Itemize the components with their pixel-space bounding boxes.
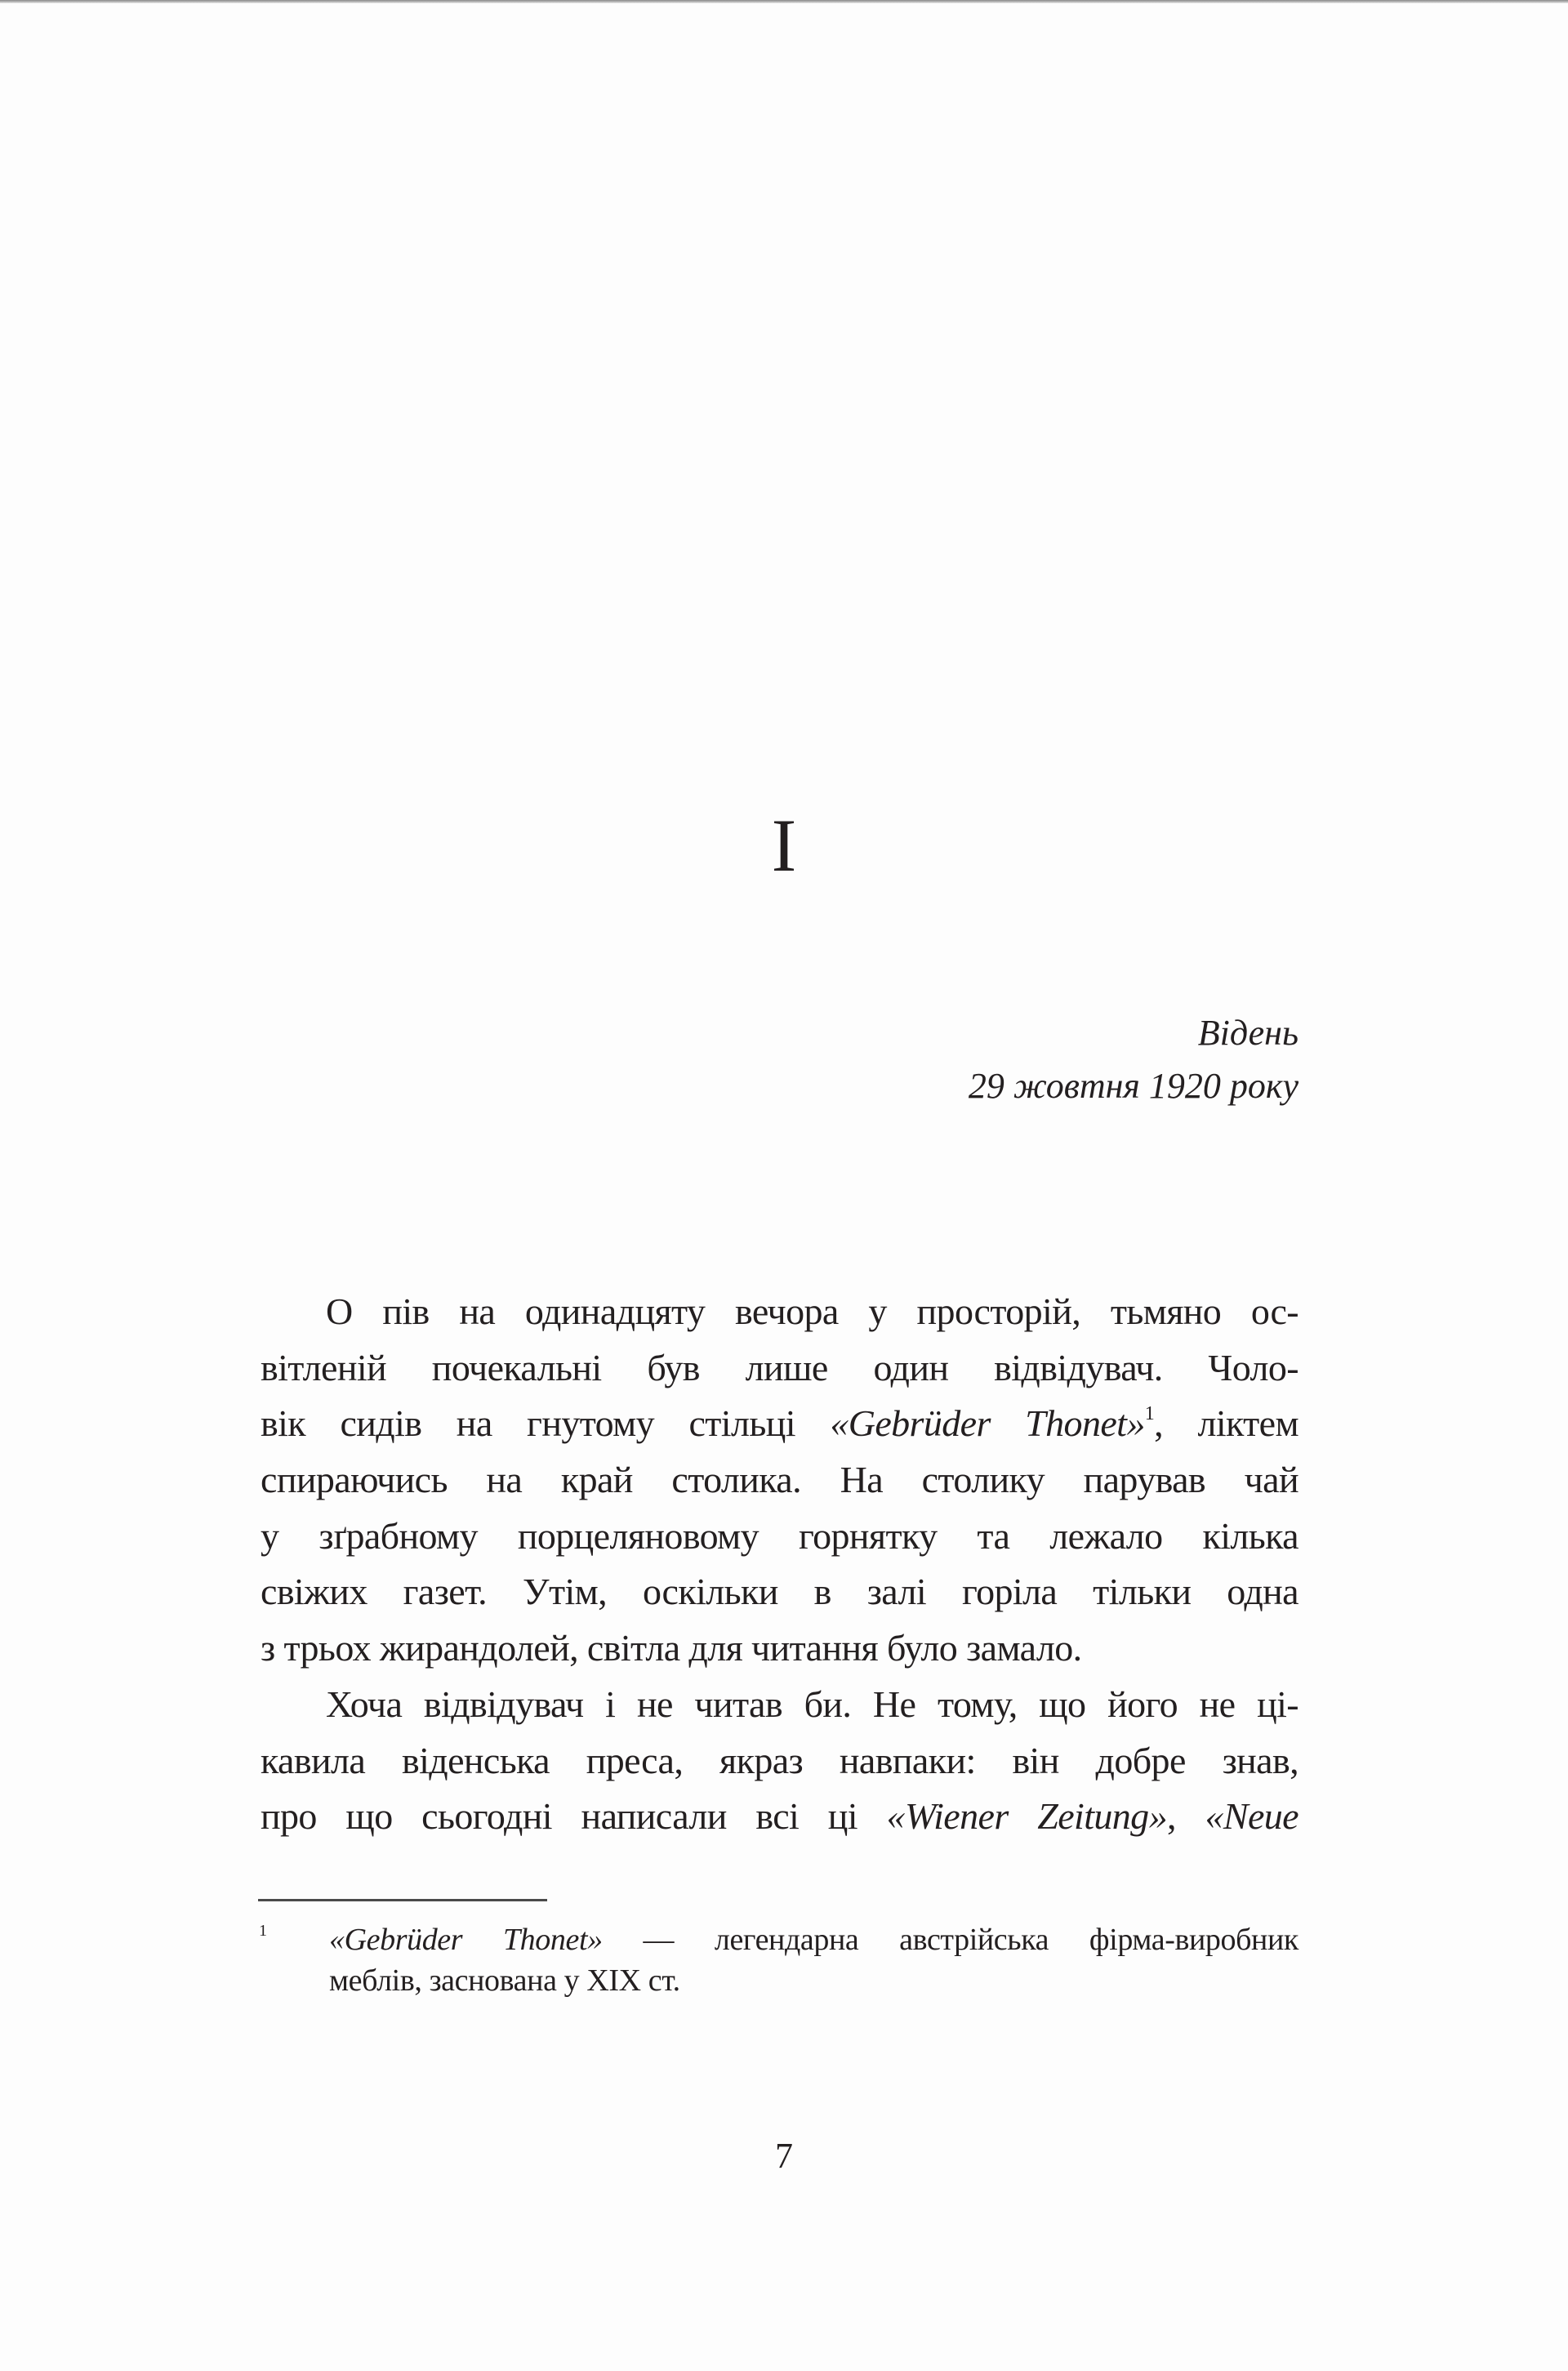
page-number: 7 bbox=[775, 2136, 793, 2176]
paragraph-line: у зґрабному порцеляновому горнятку та лежало кілька bbox=[261, 1514, 1298, 1557]
dateline bbox=[969, 1006, 1298, 1112]
footnote-number: 1 bbox=[259, 1922, 267, 1940]
italic-title: «Neue bbox=[1205, 1795, 1298, 1838]
paragraph-line: спираючись на край столика. На столику парував чай bbox=[261, 1459, 1298, 1501]
paragraph-line: вітленій почекальні був лише один відвідувач. Чоло- bbox=[261, 1346, 1298, 1388]
footnote-line: меблів, заснована у XIX ст. bbox=[329, 1963, 680, 1998]
paragraph-line: свіжих газет. Утім, оскільки в залі горіла тільки одна bbox=[261, 1571, 1298, 1613]
body-text bbox=[261, 1284, 1298, 1845]
line-text: , bbox=[1166, 1795, 1205, 1838]
italic-title: «Gebrüder Thonet» bbox=[830, 1402, 1145, 1445]
paragraph-line: Хоча відвідувач і не читав би. Не тому, що його не ці- bbox=[326, 1682, 1298, 1725]
footnote-line bbox=[329, 1919, 1298, 1960]
paragraph-line: з трьох жирандолей, світла для читання було замало. bbox=[261, 1627, 1082, 1669]
paragraph-line bbox=[261, 1396, 1298, 1452]
line-text: про що сьогодні написали всі ці bbox=[261, 1795, 887, 1838]
footnote bbox=[259, 1919, 1298, 2001]
paragraph-line: О пів на одинадцяту вечора у просторій, тьмяно ос- bbox=[326, 1290, 1298, 1332]
footnote-reference[interactable]: 1 bbox=[1144, 1403, 1155, 1425]
line-text: , ліктем bbox=[1154, 1402, 1298, 1445]
footnote-separator bbox=[258, 1899, 547, 1901]
dateline-place: Відень bbox=[1197, 1013, 1298, 1053]
paragraph-line: кавила віденська преса, якраз навпаки: він добре знав, bbox=[261, 1739, 1298, 1781]
footnote-body bbox=[329, 1919, 1298, 2001]
italic-title: «Wiener Zeitung» bbox=[886, 1795, 1167, 1838]
chapter-number: I bbox=[771, 804, 797, 887]
line-text: вік сидів на гнутому стільці bbox=[261, 1402, 831, 1445]
footnote-text: — легендарна австрійська фірма-виробник bbox=[602, 1923, 1298, 1957]
italic-title: «Gebrüder Thonet» bbox=[329, 1923, 603, 1957]
dateline-date: 29 жовтня 1920 року bbox=[968, 1066, 1298, 1106]
paragraph-line bbox=[261, 1789, 1298, 1845]
